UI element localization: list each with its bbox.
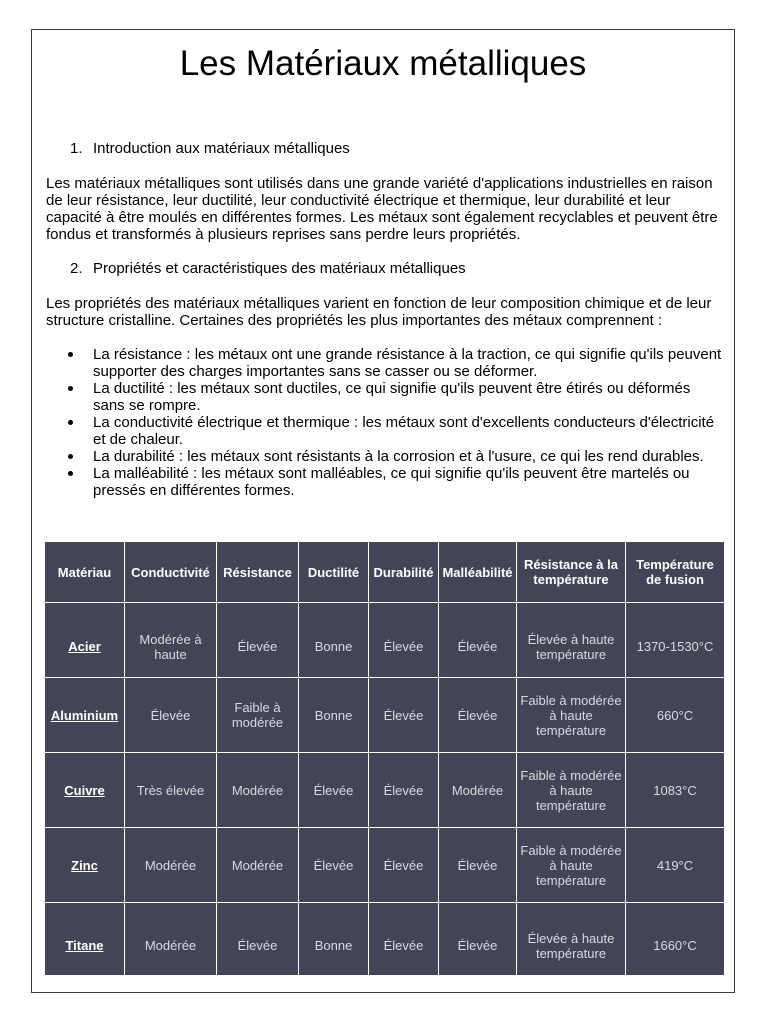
header-temperature-fusion: Température de fusion [626, 542, 725, 603]
header-durabilite: Durabilité [369, 542, 439, 603]
header-ductilite: Ductilité [299, 542, 369, 603]
table-cell: Élevée [369, 903, 439, 976]
list-item [93, 346, 723, 380]
table-row [45, 678, 725, 753]
list-item [93, 465, 723, 499]
list-item-text: La conductivité électrique et thermique : les métaux sont d'excellents conducteurs d'électricité et de chaleur. [93, 414, 715, 448]
list-item-text: La ductilité : les métaux sont ductiles, ce qui signifie qu'ils peuvent être étirés ou déformés sans se rompre. [93, 380, 691, 414]
table-row [45, 828, 725, 903]
header-materiau: Matériau [45, 542, 125, 603]
document-title: Les Matériaux métalliques [179, 44, 587, 83]
list-item [93, 414, 723, 448]
table-cell: Élevée [439, 678, 517, 753]
table-cell: 1370-1530°C [626, 603, 725, 678]
table-cell: Élevée [299, 753, 369, 828]
table-cell: Élevée [369, 678, 439, 753]
table-cell: 660°C [626, 678, 725, 753]
table-cell: Modérée [125, 828, 217, 903]
properties-list [93, 346, 723, 499]
table-cell: Faible à modérée à haute température [517, 678, 626, 753]
section-number: 1. [70, 140, 83, 157]
intro-paragraph: Les matériaux métalliques sont utilisés dans une grande variété d'applications industrielles en raison de leur résistance, leur ductilité, leur conductivité électrique et thermique, leur durabilité et leur capacité à être moulés en différentes formes. Les métaux sont également recyclables et peuvent être fondus et transformés à plusieurs reprises sans perdre leurs propriétés. [46, 175, 718, 243]
table-cell: Faible à modérée à haute température [517, 753, 626, 828]
section-number: 2. [70, 260, 83, 277]
bullet-icon [68, 454, 73, 459]
table-cell: Bonne [299, 903, 369, 976]
material-link-titane[interactable]: Titane [45, 903, 125, 976]
table-cell: 419°C [626, 828, 725, 903]
table-cell: Élevée [369, 753, 439, 828]
material-link-acier[interactable]: Acier [45, 603, 125, 678]
materials-table [44, 541, 725, 976]
table-header-row [45, 542, 725, 603]
list-item-text: La durabilité : les métaux sont résistants à la corrosion et à l'usure, ce qui les rend durables. [93, 448, 704, 465]
header-resistance: Résistance [217, 542, 299, 603]
table-cell: Modérée [125, 903, 217, 976]
table-cell: Modérée [439, 753, 517, 828]
table-cell: Élevée à haute température [517, 903, 626, 976]
table-cell: Élevée [439, 828, 517, 903]
list-item [93, 448, 723, 465]
list-item [93, 380, 723, 414]
table-cell: Bonne [299, 678, 369, 753]
header-malleabilite: Malléabilité [439, 542, 517, 603]
table-cell: Faible à modérée à haute température [517, 828, 626, 903]
table-cell: Faible à modérée [217, 678, 299, 753]
section-heading-text: Introduction aux matériaux métalliques [93, 140, 350, 157]
properties-paragraph: Les propriétés des matériaux métalliques varient en fonction de leur composition chimique et de leur structure cristalline. Certaines des propriétés les plus importantes des métaux comprennent : [46, 295, 712, 329]
table-cell: Élevée [217, 603, 299, 678]
table-cell: Élevée [217, 903, 299, 976]
table-cell: Élevée [369, 603, 439, 678]
material-link-aluminium[interactable]: Aluminium [45, 678, 125, 753]
table-cell: Très élevée [125, 753, 217, 828]
table-cell: Élevée à haute température [517, 603, 626, 678]
table-row [45, 903, 725, 976]
section-heading-text: Propriétés et caractéristiques des matériaux métalliques [93, 260, 466, 277]
table-cell: Modérée à haute [125, 603, 217, 678]
table-cell: 1083°C [626, 753, 725, 828]
table-cell: Élevée [439, 903, 517, 976]
list-item-text: La résistance : les métaux ont une grande résistance à la traction, ce qui signifie qu'ils peuvent supporter des charges importantes sans se casser ou se déformer. [93, 346, 722, 380]
bullet-icon [68, 420, 73, 425]
material-link-zinc[interactable]: Zinc [45, 828, 125, 903]
table-row [45, 603, 725, 678]
table-cell: Modérée [217, 828, 299, 903]
section-heading-introduction [70, 140, 350, 157]
bullet-icon [68, 352, 73, 357]
bullet-icon [68, 386, 73, 391]
bullet-icon [68, 471, 73, 476]
header-resistance-temperature: Résistance à la température [517, 542, 626, 603]
table-cell: Élevée [299, 828, 369, 903]
table-cell: 1660°C [626, 903, 725, 976]
header-conductivite: Conductivité [125, 542, 217, 603]
table-cell: Bonne [299, 603, 369, 678]
table-cell: Élevée [369, 828, 439, 903]
table-cell: Élevée [439, 603, 517, 678]
table-cell: Modérée [217, 753, 299, 828]
list-item-text: La malléabilité : les métaux sont malléables, ce qui signifie qu'ils peuvent être martelés ou pressés en différentes formes. [93, 465, 690, 499]
table-cell: Élevée [125, 678, 217, 753]
table-row [45, 753, 725, 828]
section-heading-properties [70, 260, 466, 277]
material-link-cuivre[interactable]: Cuivre [45, 753, 125, 828]
